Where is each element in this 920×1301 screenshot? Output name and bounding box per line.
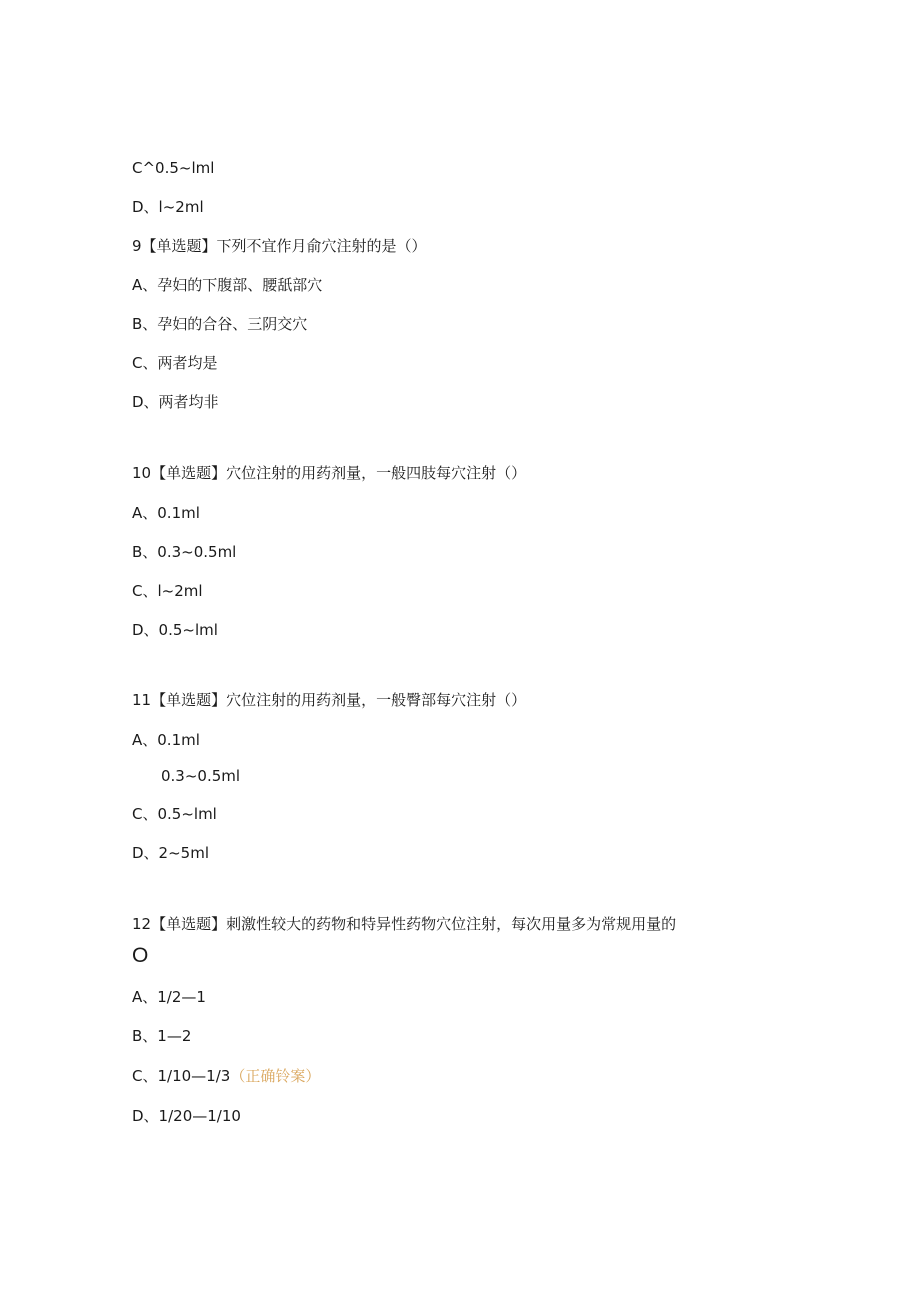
- q12-option-b: B、1—2: [132, 1027, 192, 1045]
- q11-option-c: C、0.5~lml: [132, 805, 217, 823]
- q10-option-b: B、0.3~0.5ml: [132, 543, 237, 561]
- q11-option-a: A、0.1ml: [132, 731, 200, 749]
- q11-stem: 11【单选题】穴位注射的用药剂量，一般臀部每穴注射（）: [132, 691, 527, 709]
- correct-answer-mark: （正确铃案）: [230, 1067, 321, 1085]
- q11-option-d: D、2~5ml: [132, 844, 209, 862]
- q12-option-c-row: [132, 1066, 320, 1086]
- q12-stem: 12【单选题】刺激性较大的药物和特异性药物穴位注射，每次用量多为常规用量的: [132, 915, 677, 933]
- q12-option-d: D、1/20—1/10: [132, 1107, 241, 1125]
- q10-stem: 10【单选题】穴位注射的用药剂量，一般四肢每穴注射（）: [132, 464, 527, 482]
- q9-option-c: C、两者均是: [132, 354, 218, 372]
- q10-option-a: A、0.1ml: [132, 504, 200, 522]
- q9-option-b: B、孕妇的合谷、三阴交穴: [132, 315, 308, 333]
- q12-option-c: C、1/10—1/3: [132, 1067, 231, 1085]
- q9-option-d: D、两者均非: [132, 393, 219, 411]
- q11-option-b: 0.3~0.5ml: [161, 767, 241, 785]
- q10-option-d: D、0.5~lml: [132, 621, 218, 639]
- q10-option-c: C、l~2ml: [132, 582, 203, 600]
- q8-option-d: D、l~2ml: [132, 198, 204, 216]
- q9-option-a: A、孕妇的下腹部、腰舐部穴: [132, 276, 323, 294]
- q8-option-c: C^0.5~lml: [132, 159, 215, 177]
- q12-option-a: A、1/2—1: [132, 988, 206, 1006]
- q9-stem: 9【单选题】下列不宜作月俞穴注射的是（）: [132, 237, 427, 255]
- q12-stem-continuation: O: [132, 944, 149, 967]
